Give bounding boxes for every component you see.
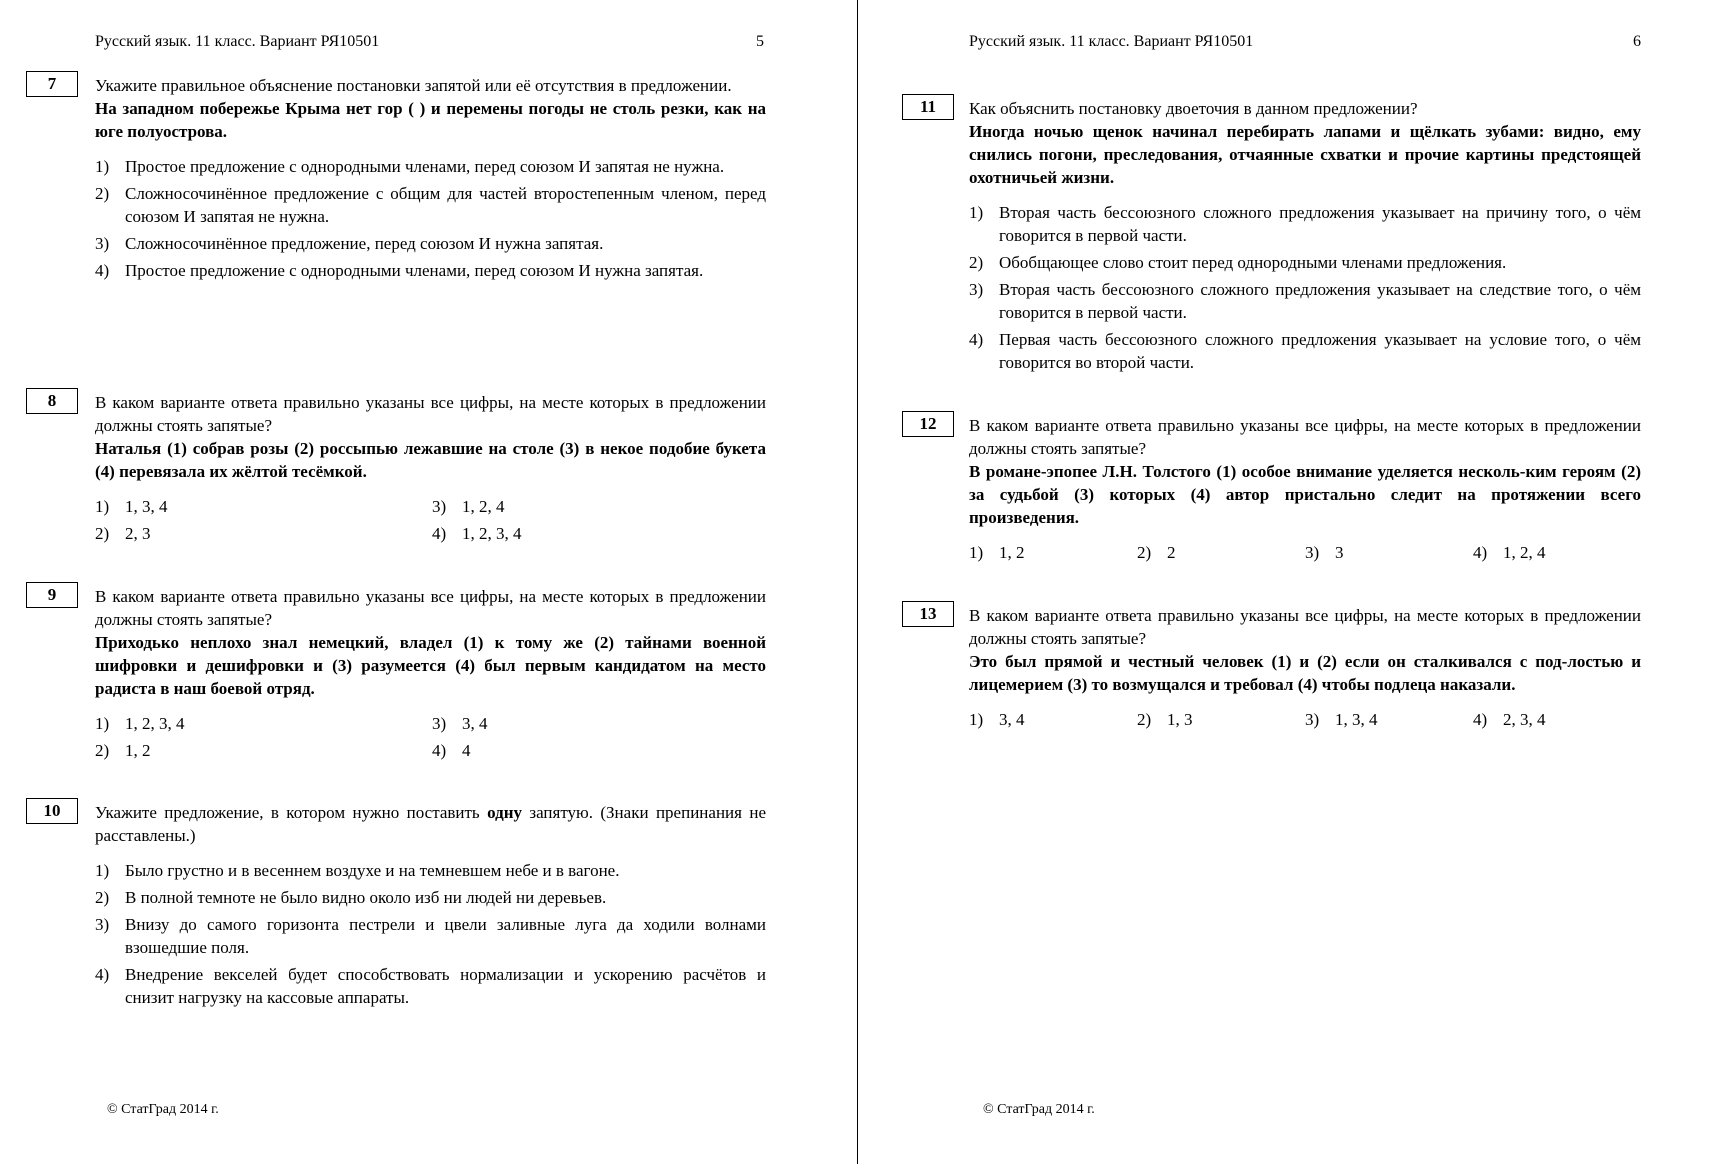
task-sentence: На западном побережье Крыма нет гор ( ) и перемены погоды не столь резки, как на юге полуострова. bbox=[95, 99, 766, 141]
answer-option: 4) Простое предложение с однородными членами, перед союзом И нужна запятая. bbox=[95, 261, 704, 280]
task-sentence: Приходько неплохо знал немецкий, владел (1) к тому же (2) тайнами военной шифровки и дешифровки и (3) разумеется (4) был первым кандидатом на место радиста в наш боевой отряд. bbox=[95, 633, 766, 698]
task-sentence: Наталья (1) собрав розы (2) россыпью лежавшие на столе (3) в некое подобие букета (4) перевязала их жёлтой тесёмкой. bbox=[95, 439, 766, 481]
answer-option: 4) Внедрение векселей будет способствовать нормализации и ускорению расчётов и снизит нагрузку на кассовые аппараты. bbox=[95, 965, 766, 1007]
page-number: 5 bbox=[756, 33, 764, 50]
task-number: 7 bbox=[26, 71, 78, 97]
answer-option: 2) 1, 2 bbox=[95, 741, 151, 760]
answer-option: 3) Вторая часть бессоюзного сложного предложения указывает на следствие того, о чём говорится в первой части. bbox=[969, 280, 1641, 322]
answer-option: 4) 1, 2, 3, 4 bbox=[432, 524, 522, 543]
task-question: В каком варианте ответа правильно указаны все цифры, на месте которых в предложении должны стоять запятые? bbox=[95, 393, 766, 435]
right-page bbox=[860, 0, 1714, 1164]
task-question: Укажите предложение, в котором нужно поставить одну запятую. (Знаки препинания не расставлены.) bbox=[95, 803, 766, 845]
page-number: 6 bbox=[1633, 33, 1641, 50]
answer-option: 2) 1, 3 bbox=[1137, 710, 1193, 729]
answer-option: 1) 1, 3, 4 bbox=[95, 497, 168, 516]
task-sentence: Иногда ночью щенок начинал перебирать лапами и щёлкать зубами: видно, ему снились погони, преследования, отчаянные схватки и прочие картины предстоящей охотничьей жизни. bbox=[969, 122, 1641, 187]
answer-option: 1) 1, 2 bbox=[969, 543, 1025, 562]
answer-option: 3) Внизу до самого горизонта пестрели и цвели заливные луга да ходили волнами взошедшие поля. bbox=[95, 915, 766, 957]
task-question: Укажите правильное объяснение постановки запятой или её отсутствия в предложении. bbox=[95, 76, 732, 95]
answer-options bbox=[969, 708, 1641, 731]
page-footer: © СтатГрад 2014 г. bbox=[983, 1102, 1095, 1117]
answer-option: 3) 3, 4 bbox=[432, 714, 488, 733]
answer-option: 3) Сложносочинённое предложение, перед союзом И нужна запятая. bbox=[95, 234, 604, 253]
answer-option: 4) 2, 3, 4 bbox=[1473, 710, 1546, 729]
answer-option: 4) 1, 2, 4 bbox=[1473, 543, 1546, 562]
answer-options bbox=[95, 155, 766, 282]
answer-options bbox=[95, 712, 766, 762]
answer-option: 1) Простое предложение с однородными членами, перед союзом И запятая не нужна. bbox=[95, 157, 725, 176]
task-number: 8 bbox=[26, 388, 78, 414]
answer-option: 4) 4 bbox=[432, 741, 471, 760]
task-number: 11 bbox=[902, 94, 954, 120]
answer-option: 1) 1, 2, 3, 4 bbox=[95, 714, 185, 733]
answer-option: 1) Было грустно и в весеннем воздухе и на темневшем небе и в вагоне. bbox=[95, 861, 620, 880]
answer-options bbox=[95, 859, 766, 1009]
task-number: 9 bbox=[26, 582, 78, 608]
page-header: Русский язык. 11 класс. Вариант РЯ10501 bbox=[95, 33, 380, 50]
task-number: 10 bbox=[26, 798, 78, 824]
answer-options bbox=[969, 201, 1641, 374]
task-number: 13 bbox=[902, 601, 954, 627]
task-question: В каком варианте ответа правильно указаны все цифры, на месте которых в предложении должны стоять запятые? bbox=[969, 606, 1641, 648]
task-sentence: Это был прямой и честный человек (1) и (2) если он сталкивался с под-лостью и лицемерием (3) то возмущался и требовал (4) чтобы подлеца наказали. bbox=[969, 652, 1641, 694]
answer-option: 2) В полной темноте не было видно около изб ни людей ни деревьев. bbox=[95, 888, 607, 907]
page-divider bbox=[857, 0, 858, 1164]
answer-option: 2) 2 bbox=[1137, 543, 1176, 562]
task-question: В каком варианте ответа правильно указаны все цифры, на месте которых в предложении должны стоять запятые? bbox=[969, 416, 1641, 458]
answer-option: 4) Первая часть бессоюзного сложного предложения указывает на условие того, о чём говорится во второй части. bbox=[969, 330, 1641, 372]
task-number: 12 bbox=[902, 411, 954, 437]
answer-option: 3) 3 bbox=[1305, 543, 1344, 562]
answer-option: 2) Сложносочинённое предложение с общим для частей второстепенным членом, перед союзом И запятая не нужна. bbox=[95, 184, 766, 226]
page-header: Русский язык. 11 класс. Вариант РЯ10501 bbox=[969, 33, 1254, 50]
answer-option: 2) 2, 3 bbox=[95, 524, 151, 543]
answer-options bbox=[969, 541, 1641, 564]
answer-option: 2) Обобщающее слово стоит перед однородными членами предложения. bbox=[969, 253, 1507, 272]
task-question: Как объяснить постановку двоеточия в данном предложении? bbox=[969, 99, 1418, 118]
task-question: В каком варианте ответа правильно указаны все цифры, на месте которых в предложении должны стоять запятые? bbox=[95, 587, 766, 629]
answer-options bbox=[95, 495, 766, 545]
task-sentence: В романе-эпопее Л.Н. Толстого (1) особое внимание уделяется несколь-ким героям (2) за судьбой (3) которых (4) автор пристально следит на протяжении всего произведения. bbox=[969, 462, 1641, 527]
answer-option: 1) Вторая часть бессоюзного сложного предложения указывает на причину того, о чём говорится в первой части. bbox=[969, 203, 1641, 245]
answer-option: 1) 3, 4 bbox=[969, 710, 1025, 729]
page-footer: © СтатГрад 2014 г. bbox=[107, 1102, 219, 1117]
answer-option: 3) 1, 3, 4 bbox=[1305, 710, 1378, 729]
answer-option: 3) 1, 2, 4 bbox=[432, 497, 505, 516]
